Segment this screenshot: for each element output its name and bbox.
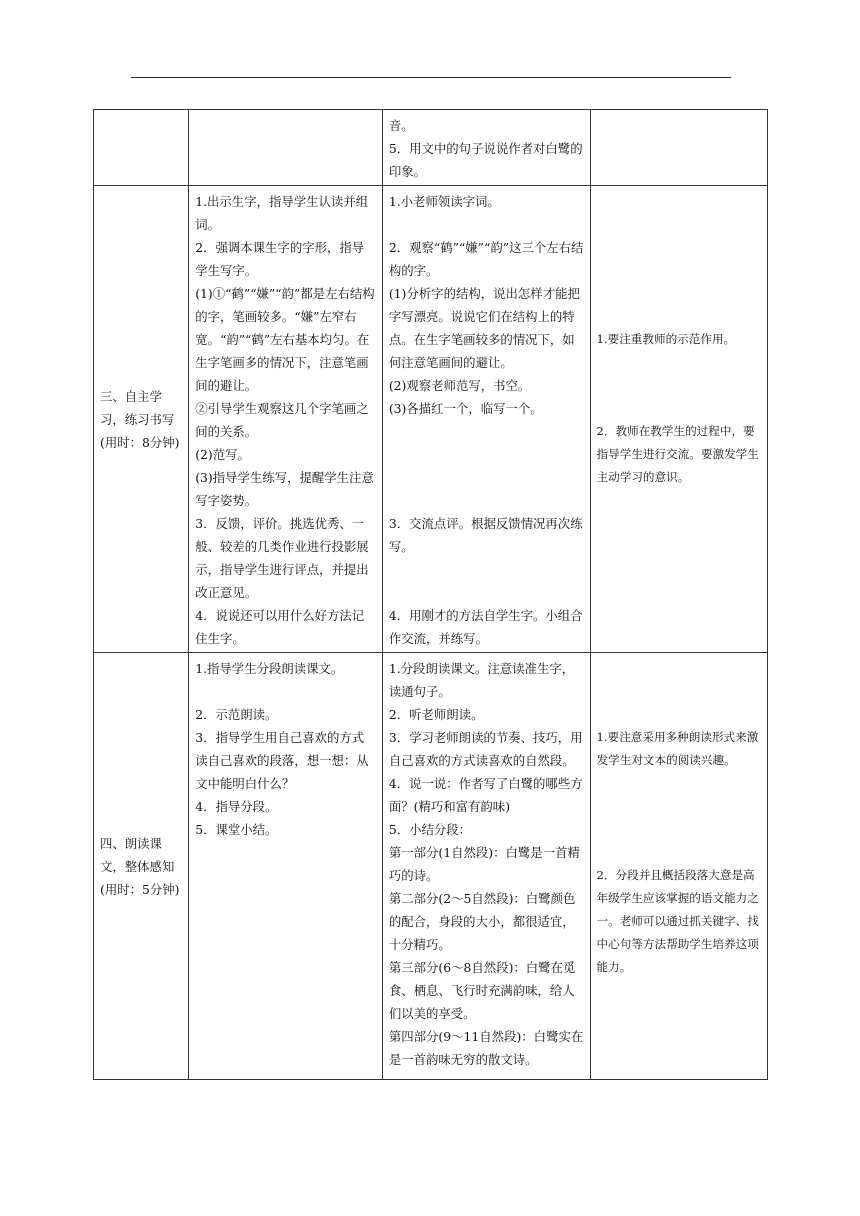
teacher-activity-cell: [189, 110, 383, 186]
header-rule: [131, 77, 731, 78]
teacher-activity-line: 1.出示生字，指导学生认读并组词。: [195, 194, 369, 232]
student-activity-line: 5．用文中的句子说说作者对白鹭的印象。: [388, 141, 583, 179]
design-note: 1.要注意采用多种朗读形式来激发学生对文本的阅读兴趣。: [596, 730, 759, 767]
student-activity-line: 第一部分(1自然段)：白鹭是一首精巧的诗。: [388, 845, 580, 883]
student-activity-line: 3．学习老师朗读的节奏、技巧，用自己喜欢的方式读喜欢的自然段。: [388, 730, 583, 768]
teacher-activity-line: (2)范写。: [195, 447, 250, 462]
student-activity-line: 第二部分(2～5自然段)：白鹭颜色的配合，身段的大小，都很适宜，十分精巧。: [388, 891, 576, 952]
student-activity-line: 4．说一说：作者写了白鹭的哪些方面？(精巧和富有韵味): [388, 776, 583, 814]
table-row: [94, 186, 768, 653]
student-activity-line: 音。: [388, 118, 414, 133]
student-activity-line: 第三部分(6～8自然段)：白鹭在觅食、栖息、飞行时充满韵味，给人们以美的享受。: [388, 960, 576, 1021]
teacher-activity-cell: [189, 653, 383, 1080]
teacher-activity-line: 2．示范朗读。: [195, 707, 278, 722]
student-activity-line: 5．小结分段：: [388, 822, 472, 837]
student-activity-cell: [382, 186, 590, 653]
student-activity-line: 2．听老师朗读。: [388, 707, 484, 722]
teacher-activity-line: 4．说说还可以用什么好方法记住生字。: [195, 608, 365, 646]
student-activity-line: 4．用刚才的方法自学生字。小组合作交流，并练写。: [388, 608, 583, 646]
stage-cell: [94, 186, 189, 653]
student-activity-line: 3．交流点评。根据反馈情况再次练写。: [388, 516, 583, 554]
student-activity-line: 第四部分(9～11自然段)：白鹭实在是一首韵味无穷的散文诗。: [388, 1029, 584, 1067]
design-note-cell: [590, 110, 767, 186]
student-activity-line: 1.分段朗读课文。注意读准生字，读通句子。: [388, 661, 575, 699]
student-activity-line: (3)各描红一个，临写一个。: [388, 401, 543, 416]
student-activity-line: 2．观察“鹤”“嫌”“韵”这三个左右结构的字。: [388, 240, 584, 278]
design-note: 2．分段并且概括段落大意是高年级学生应该掌握的语文能力之一。老师可以通过抓关键字、找中心句等方法帮助学生培养这项能力。: [596, 868, 759, 974]
design-note-cell: [590, 186, 767, 653]
teacher-activity-line: 4．指导分段。: [195, 799, 278, 814]
design-note: 1.要注重教师的示范作用。: [596, 332, 736, 346]
student-activity-cell: [382, 653, 590, 1080]
design-note: 2．教师在教学生的过程中，要指导学生进行交流。要激发学生主动学习的意识。: [596, 424, 759, 484]
student-activity-line: (1)分析字的结构，说出怎样才能把字写漂亮。说说它们在结构上的特点。在生字笔画较多的情况下，如何注意笔画间的避让。: [388, 286, 580, 370]
teacher-activity-line: 3．反馈，评价。挑选优秀、一般、较差的几类作业进行投影展示，指导学生进行评点，并提出改正意见。: [195, 516, 369, 600]
teacher-activity-line: 2．强调本课生字的字形，指导学生写字。: [195, 240, 365, 278]
teacher-activity-line: 5．课堂小结。: [195, 822, 278, 837]
stage-label: 四、朗读课文，整体感知(用时：5分钟): [100, 835, 180, 897]
design-note-cell: [590, 653, 767, 1080]
stage-cell: [94, 110, 189, 186]
student-activity-cell: [382, 110, 590, 186]
teacher-activity-line: 3．指导学生用自己喜欢的方式读自己喜欢的段落，想一想：从文中能明白什么？: [195, 730, 369, 791]
teacher-activity-cell: [189, 186, 383, 653]
teacher-activity-line: 1.指导学生分段朗读课文。: [195, 661, 344, 676]
stage-cell: [94, 653, 189, 1080]
teacher-activity-line: (3)指导学生练写，提醒学生注意写字姿势。: [195, 470, 374, 508]
table-row: [94, 110, 768, 186]
table-row: [94, 653, 768, 1080]
student-activity-line: 1.小老师领读字词。: [388, 194, 500, 209]
stage-label: 三、自主学习，练习书写(用时：8分钟): [100, 388, 180, 450]
student-activity-line: (2)观察老师范写，书空。: [388, 378, 531, 393]
teacher-activity-line: (1)①“鹤”“嫌”“韵”都是左右结构的字，笔画较多。“嫌”左窄右宽。“韵”“鹤”左右基本均匀。在生字笔画多的情况下，注意笔画间的避让。: [195, 286, 375, 393]
teacher-activity-line: ②引导学生观察这几个字笔画之间的关系。: [195, 401, 369, 439]
lesson-plan-table: [93, 109, 768, 1080]
